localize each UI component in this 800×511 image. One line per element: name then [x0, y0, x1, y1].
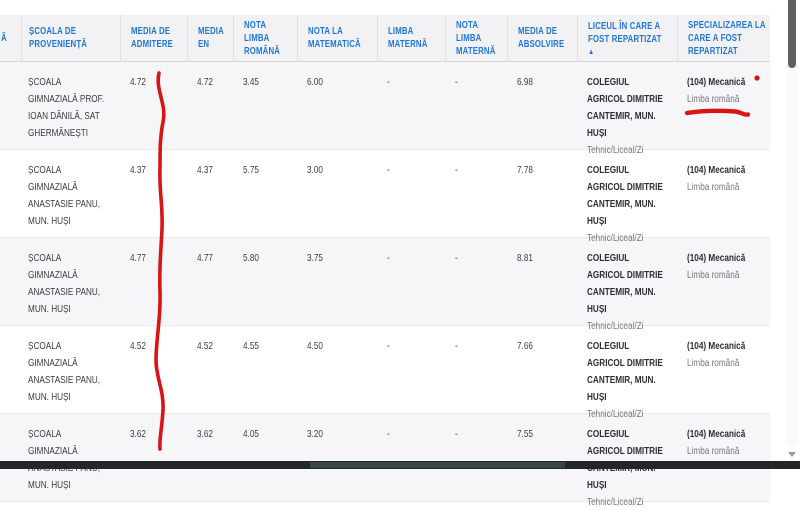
cell-truncated [0, 62, 21, 149]
liceu-profile: Tehnic/Liceal/Zi [587, 496, 644, 508]
cell-limba-materna: - [387, 76, 390, 88]
cell-nota-matematica: 3.20 [307, 428, 323, 440]
column-header-nota-limba-materna[interactable]: NOTA LIMBA MATERNĂ [445, 15, 507, 61]
cell-media-admitere: 4.77 [130, 252, 146, 264]
cell-nota-limba-materna: - [455, 164, 458, 176]
column-header-fragment: Ă [1, 32, 7, 44]
cell-liceu: COLEGIUL AGRICOL DIMITRIE HUȘI Tehnic/Liceal/Zi [577, 414, 677, 501]
table-header-row [0, 15, 770, 62]
cell-truncated [0, 326, 21, 413]
cell-truncated [0, 238, 21, 325]
cell-media-absolvire: 7.55 [517, 428, 533, 440]
scroll-down-arrow-icon[interactable] [788, 452, 796, 457]
cell-media-absolvire: 8.81 [517, 252, 533, 264]
cell-school: ȘCOALA GIMNAZIALĂ ANASTASIE PANU, MUN. HUȘI [28, 340, 101, 403]
cell-school: ȘCOALA GIMNAZIALĂ PROF. IOAN DĂNILĂ, SAT GHERMĂNEȘTI [28, 76, 105, 139]
liceu-profile: Tehnic/Liceal/Zi [587, 144, 644, 156]
column-header-nota-limba-romana[interactable]: NOTA LIMBA ROMÂNĂ [233, 15, 297, 61]
cell-media-en: 4.77 [197, 252, 213, 264]
results-table [0, 15, 770, 508]
specializare-limba: Limba română [687, 93, 740, 105]
cell-media-en: 3.62 [197, 428, 213, 440]
vertical-scrollbar-track[interactable] [787, 0, 797, 446]
column-header-liceul-repartizat[interactable]: LICEUL ÎN CARE A FOST REPARTIZAT ▲ [577, 15, 677, 61]
specializare-limba: Limba română [687, 357, 740, 369]
horizontal-scrollbar[interactable] [0, 461, 800, 469]
cell-nota-matematica: 4.50 [307, 340, 323, 352]
cell-school: ȘCOALA GIMNAZIALĂ MUN. HUȘI [28, 428, 78, 491]
cell-limba-materna: - [387, 340, 390, 352]
table-row [0, 238, 770, 332]
cell-media-en: 4.37 [197, 164, 213, 176]
cell-nota-limba-materna: - [455, 76, 458, 88]
specializare-limba: Limba română [687, 269, 740, 281]
cell-truncated [0, 414, 21, 501]
cell-nota-limba-materna: - [455, 428, 458, 440]
cell-media-absolvire: 7.78 [517, 164, 533, 176]
cell-liceu: COLEGIUL AGRICOL DIMITRIE CANTEMIR, MUN. HUȘI Tehnic/Liceal/Zi [577, 150, 677, 237]
horizontal-scrollbar-thumb[interactable] [310, 462, 565, 468]
cell-specializare: (104) Mecanică Limba română [677, 414, 770, 501]
table-row [0, 150, 770, 244]
cell-nota-limba-romana: 4.05 [243, 428, 259, 440]
cell-specializare: (104) Mecanică Limba română [677, 62, 770, 149]
table-row [0, 326, 770, 420]
cell-nota-limba-materna: - [455, 340, 458, 352]
cell-nota-limba-romana: 5.75 [243, 164, 259, 176]
cell-nota-limba-romana: 4.55 [243, 340, 259, 352]
cell-liceu: COLEGIUL AGRICOL DIMITRIE CANTEMIR, MUN. HUȘI Tehnic/Liceal/Zi [577, 238, 677, 325]
column-header-media-de-admitere[interactable]: MEDIA DE ADMITERE [120, 15, 187, 61]
cell-limba-materna: - [387, 252, 390, 264]
liceu-profile: Tehnic/Liceal/Zi [587, 232, 644, 244]
sort-ascending-icon: ▲ [588, 46, 595, 56]
column-header-scoala-de-provenienta[interactable]: ȘCOALA DE PROVENIENȚĂ [21, 15, 120, 61]
column-header-nota-la-matematica[interactable]: NOTA LA MATEMATICĂ [297, 15, 377, 61]
cell-specializare: (104) Mecanică Limba română [677, 326, 770, 413]
vertical-scrollbar-thumb[interactable] [788, 0, 796, 68]
column-header-specializarea-repartizat[interactable]: SPECIALIZAREA LA CARE A FOST REPARTIZAT [677, 15, 770, 61]
cell-media-admitere: 4.72 [130, 76, 146, 88]
cell-specializare: (104) Mecanică Limba română [677, 150, 770, 237]
cell-liceu: COLEGIUL AGRICOL DIMITRIE CANTEMIR, MUN. HUȘI Tehnic/Liceal/Zi [577, 62, 677, 149]
cell-media-en: 4.52 [197, 340, 213, 352]
cell-nota-matematica: 6.00 [307, 76, 323, 88]
column-header-media-de-absolvire[interactable]: MEDIA DE ABSOLVIRE [507, 15, 577, 61]
column-header-media-en[interactable]: MEDIA EN [187, 15, 233, 61]
column-header-limba-materna[interactable]: LIMBA MATERNĂ [377, 15, 445, 61]
cell-nota-matematica: 3.75 [307, 252, 323, 264]
cell-specializare: (104) Mecanică Limba română [677, 238, 770, 325]
cell-nota-limba-romana: 5.80 [243, 252, 259, 264]
cell-nota-limba-materna: - [455, 252, 458, 264]
cell-liceu: COLEGIUL AGRICOL DIMITRIE CANTEMIR, MUN. HUȘI Tehnic/Liceal/Zi [577, 326, 677, 413]
cell-media-admitere: 4.52 [130, 340, 146, 352]
cell-media-absolvire: 6.98 [517, 76, 533, 88]
cell-nota-matematica: 3.00 [307, 164, 323, 176]
cell-limba-materna: - [387, 428, 390, 440]
cell-media-admitere: 3.62 [130, 428, 146, 440]
table-row [0, 62, 770, 156]
cell-school: ȘCOALA GIMNAZIALĂ ANASTASIE PANU, MUN. HUȘI [28, 164, 101, 227]
table-row [0, 414, 770, 508]
column-header-truncated[interactable] [0, 15, 21, 61]
cell-media-absolvire: 7.66 [517, 340, 533, 352]
specializare-limba: Limba română [687, 181, 740, 193]
cell-media-admitere: 4.37 [130, 164, 146, 176]
liceu-profile: Tehnic/Liceal/Zi [587, 408, 644, 420]
cell-school: ȘCOALA GIMNAZIALĂ ANASTASIE PANU, MUN. HUȘI [28, 252, 101, 315]
specializare-limba: Limba română [687, 445, 740, 457]
cell-truncated [0, 150, 21, 237]
liceu-profile: Tehnic/Liceal/Zi [587, 320, 644, 332]
cell-nota-limba-romana: 3.45 [243, 76, 259, 88]
cell-limba-materna: - [387, 164, 390, 176]
cell-media-en: 4.72 [197, 76, 213, 88]
table-body [0, 62, 770, 508]
